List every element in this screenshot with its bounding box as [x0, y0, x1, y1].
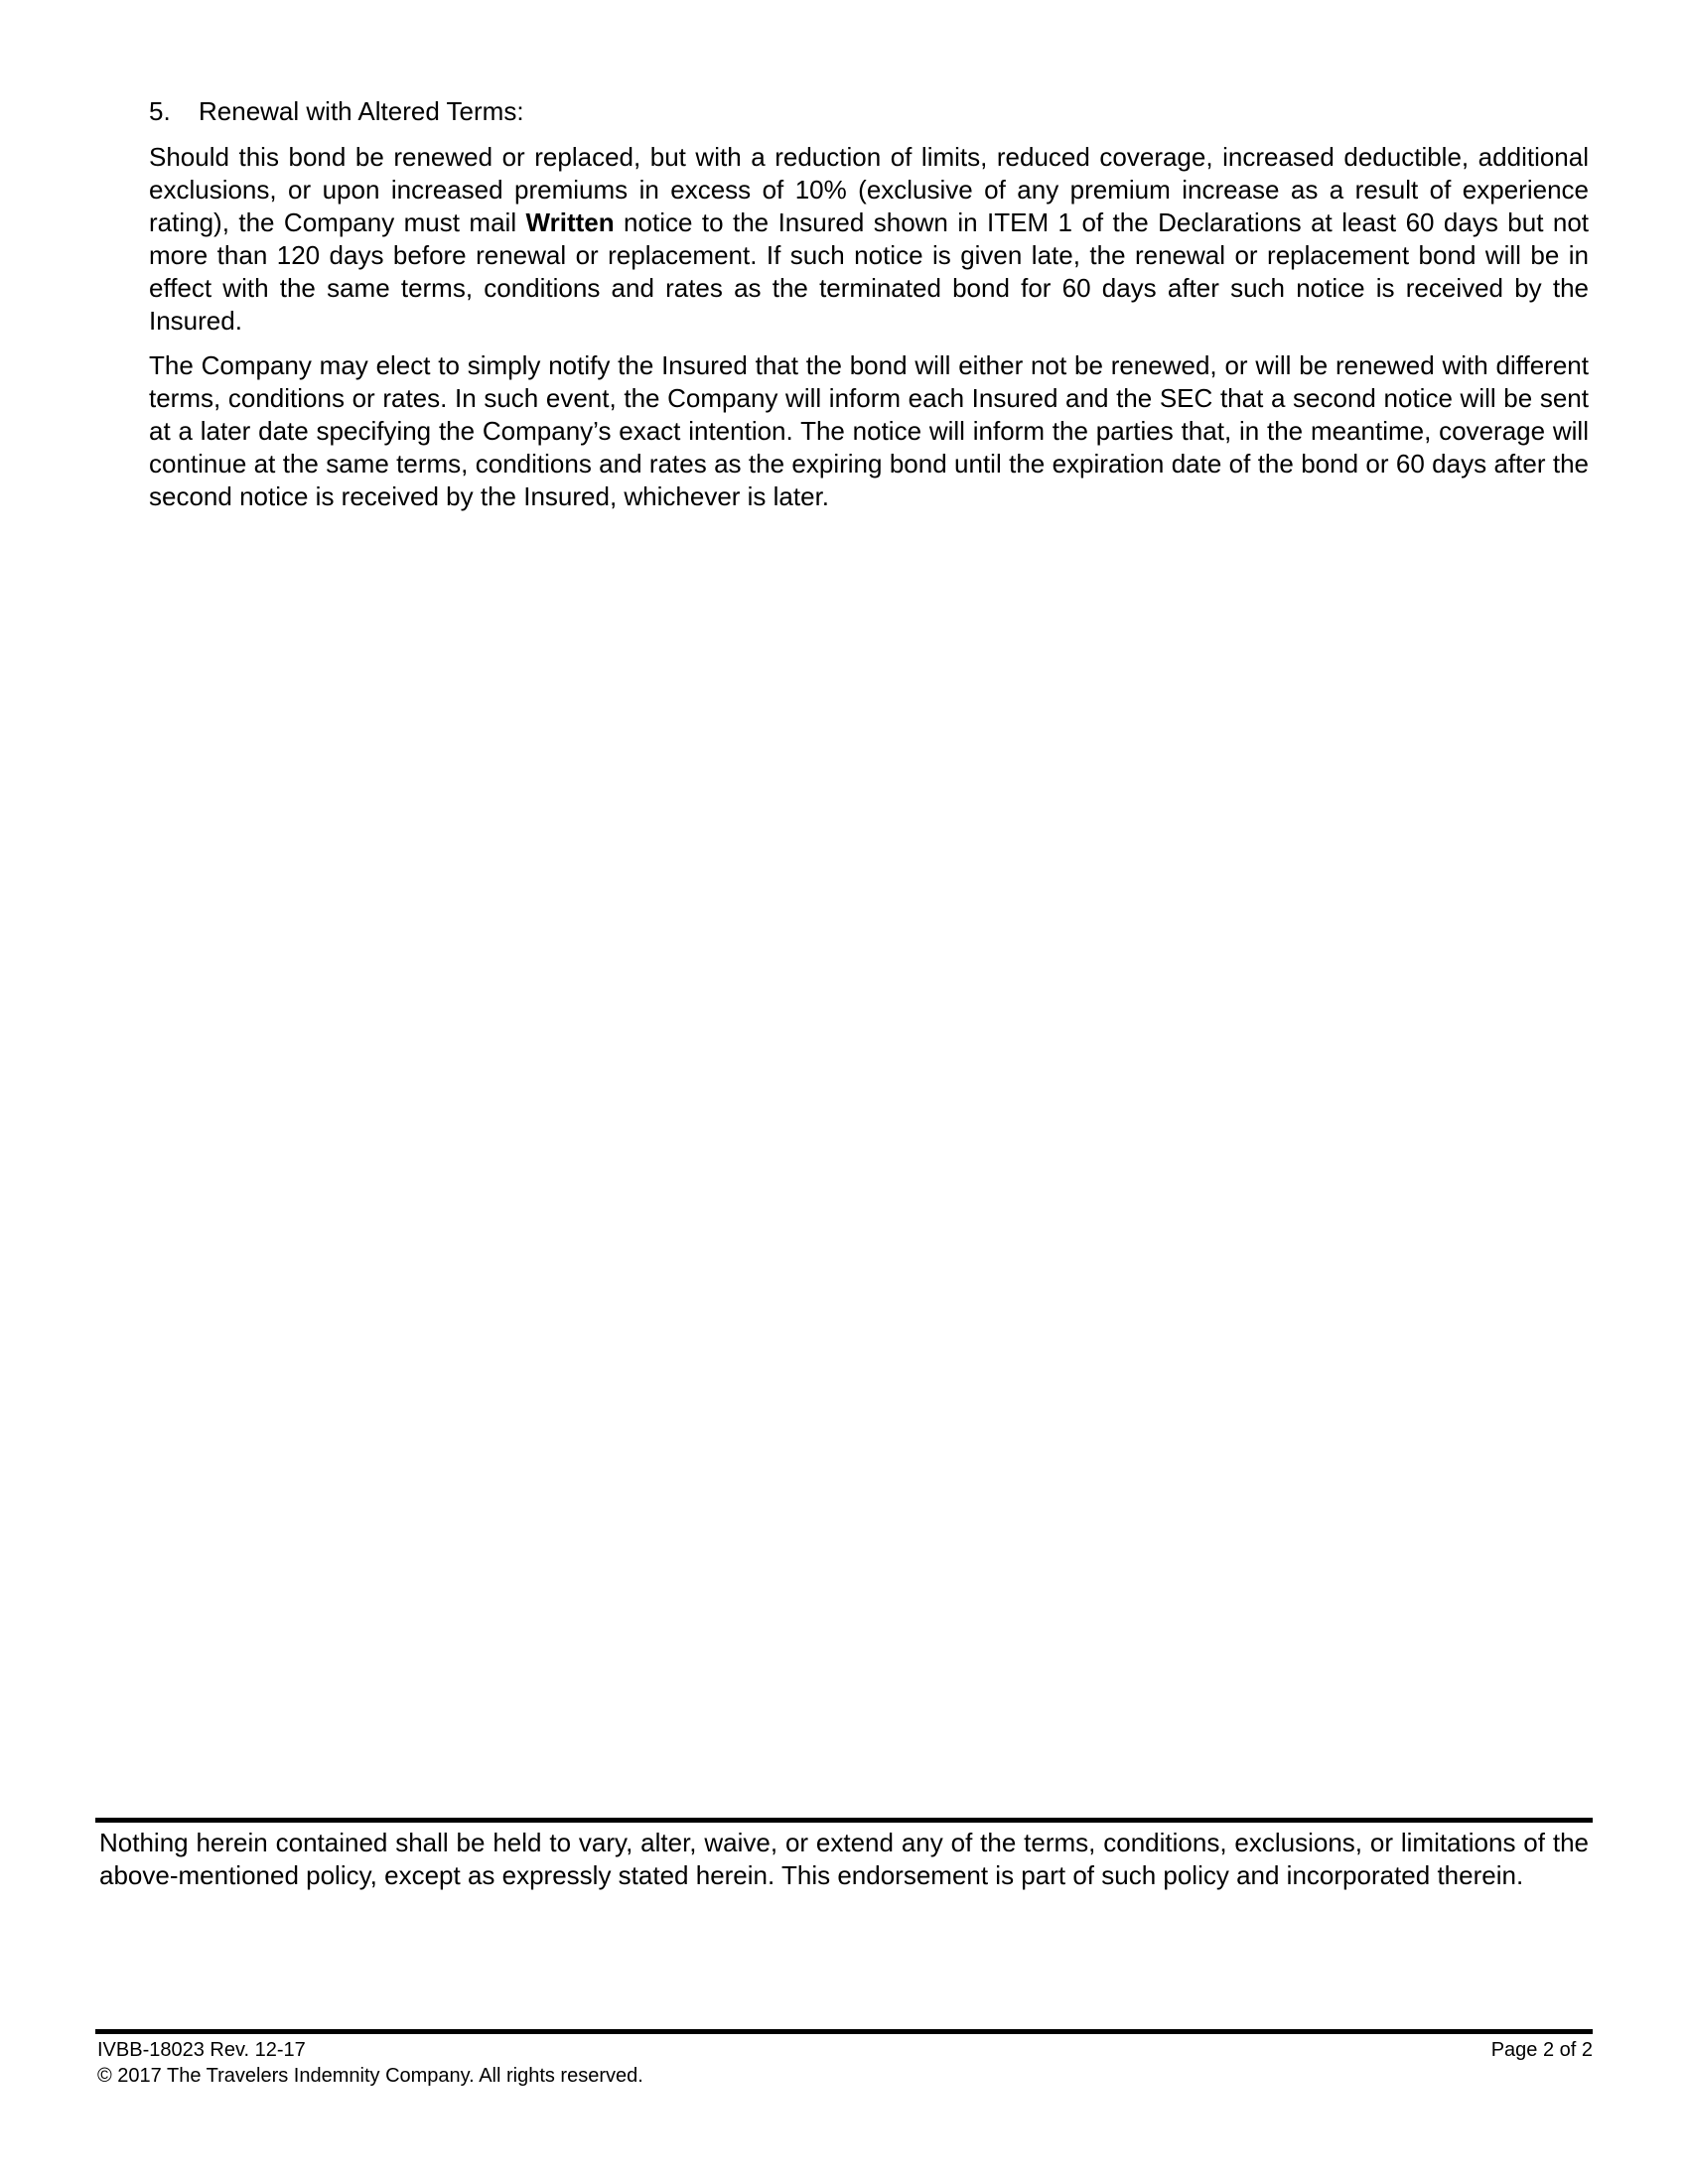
- copyright-notice: © 2017 The Travelers Indemnity Company. All rights reserved.: [97, 2065, 643, 2087]
- endorsement-disclaimer: Nothing herein contained shall be held to vary, alter, waive, or extend any of the terms, conditions, exclusions, or limitations of the above-mentioned policy, except as expressly stated herein. This endorsement is part of such policy and incorporated therein.: [99, 1828, 1589, 1890]
- renewal-section: [149, 95, 1589, 525]
- paragraph-1-text-start: Should this bond be renewed or replaced, but with a reduction of limits, reduced coverage, increased deductible, additional exclusions, or upon increased premiums in excess of 10% (exclusive of any premium increase as a result of experience rating), the Company must mail: [149, 142, 1589, 237]
- written-emphasis: Written: [525, 207, 615, 237]
- section-number: 5.: [149, 96, 171, 126]
- disclaimer-top-rule: [95, 1818, 1593, 1823]
- footer-left: [97, 2037, 643, 2089]
- paragraph-1-text-end: notice to the Insured shown in ITEM 1 of the Declarations at least 60 days but not more than 120 days before renewal or replacement. If such notice is given late, the renewal or replacement bond will be in effect with the same terms, conditions and rates as the terminated bond for 60 days after such notice is received by the Insured.: [149, 207, 1590, 336]
- footer-rule: [95, 2029, 1593, 2034]
- renewal-paragraph-1: [149, 141, 1589, 338]
- form-number: IVBB-18023 Rev. 12-17: [97, 2039, 306, 2061]
- section-title: Renewal with Altered Terms:: [199, 96, 524, 126]
- page-number: Page 2 of 2: [1490, 2039, 1593, 2061]
- renewal-paragraph-2: The Company may elect to simply notify the Insured that the bond will either not be renewed, or will be renewed with different terms, conditions or rates. In such event, the Company will inform each Insured and the SEC that a second notice will be sent at a later date specifying the Company’s exact intention. The notice will inform the parties that, in the meantime, coverage will continue at the same terms, conditions and rates as the expiring bond until the expiration date of the bond or 60 days after the second notice is received by the Insured, whichever is later.: [149, 350, 1589, 511]
- section-heading: [149, 95, 1589, 128]
